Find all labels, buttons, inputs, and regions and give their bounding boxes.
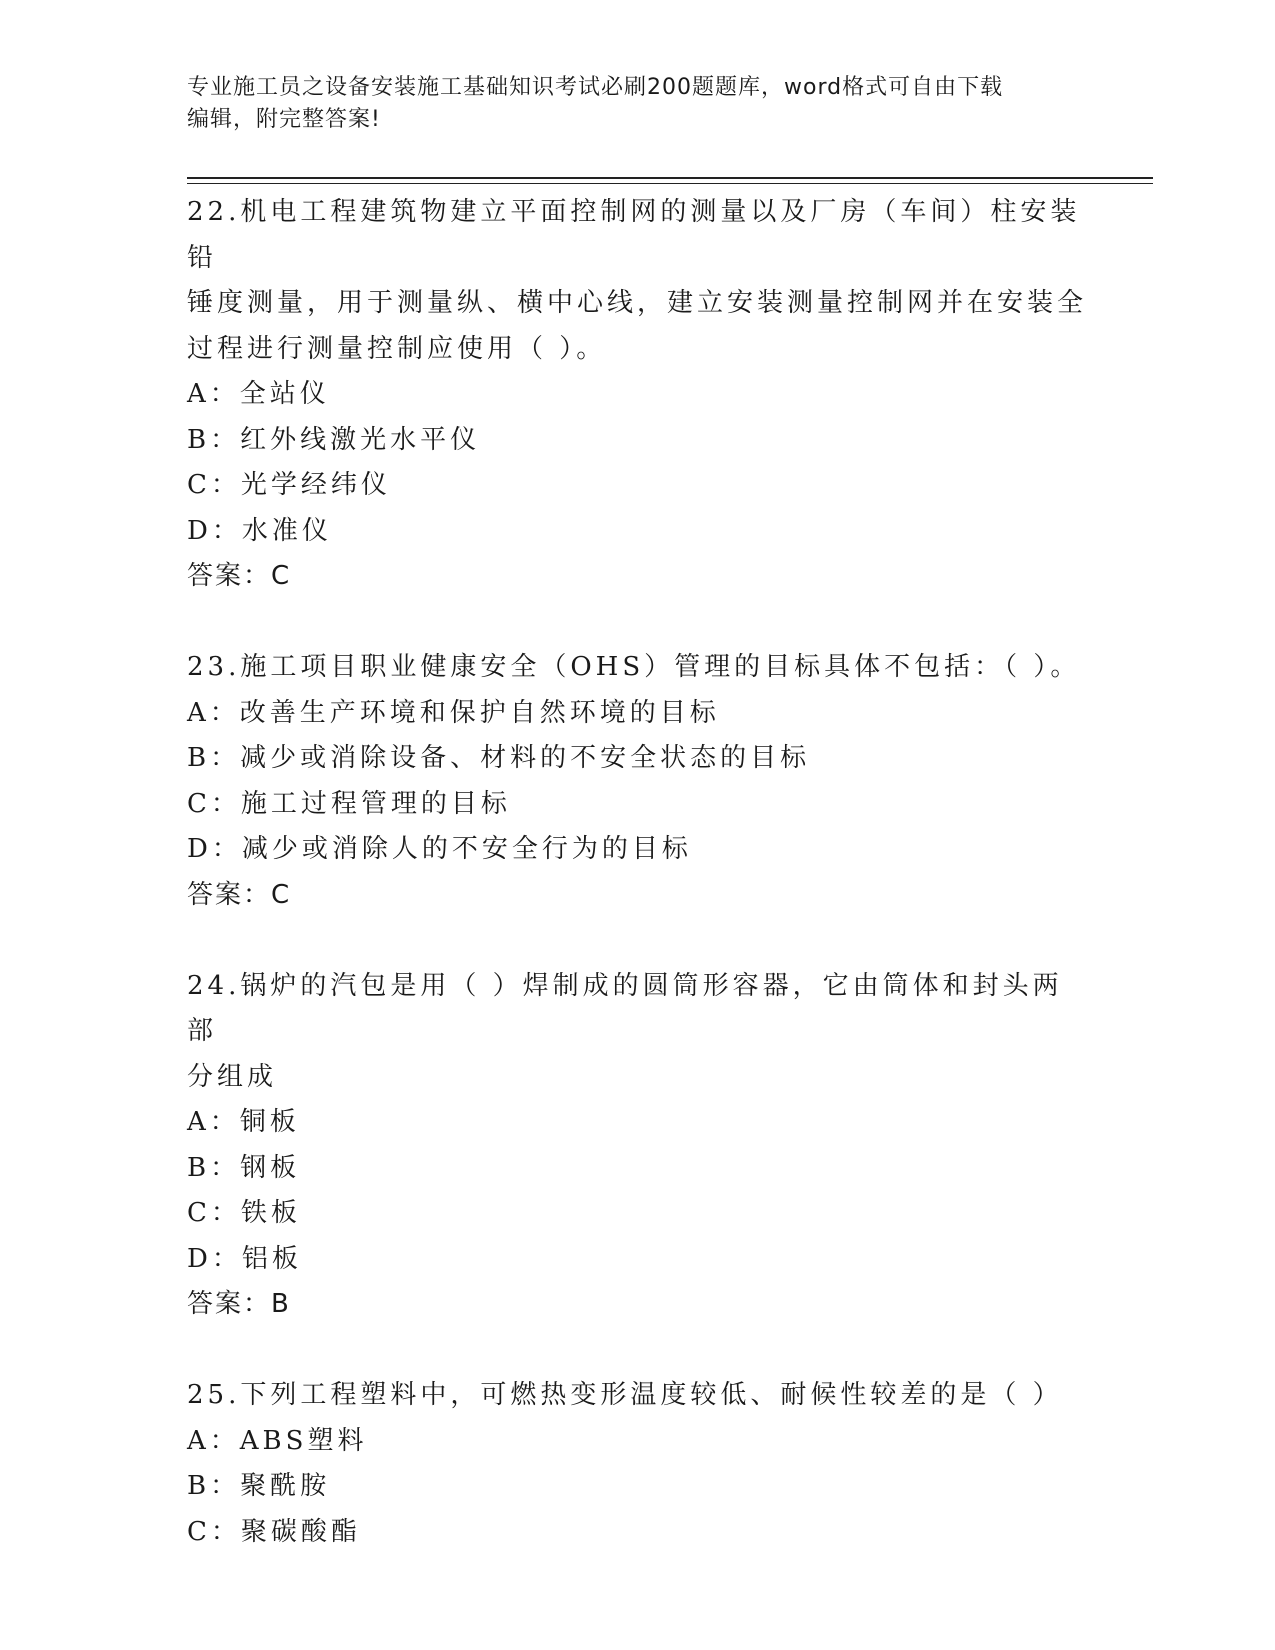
answer: 答案：C xyxy=(187,879,292,910)
question-stem: 锤度测量，用于测量纵、横中心线，建立安装测量控制网并在安装全 xyxy=(187,288,1088,318)
option-b: B：聚酰胺 xyxy=(187,1471,331,1501)
question-stem: 25.下列工程塑料中，可燃热变形温度较低、耐候性较差的是（ ） xyxy=(187,1380,1063,1410)
option-a: A：铜板 xyxy=(187,1107,300,1137)
spacer xyxy=(187,1328,1087,1374)
answer: 答案：C xyxy=(187,561,292,591)
question-stem: 过程进行测量控制应使用（ ）。 xyxy=(187,333,607,364)
option-b: B：红外线激光水平仪 xyxy=(187,424,481,455)
option-c: C：光学经纬仪 xyxy=(187,470,391,500)
question-stem: 22.机电工程建筑物建立平面控制网的测量以及厂房（车间）柱安装铅 xyxy=(187,197,1081,273)
question-list xyxy=(187,190,1087,1555)
option-b: B：钢板 xyxy=(187,1152,301,1183)
option-c: C：聚碳酸酯 xyxy=(187,1516,361,1547)
question-stem: 24.锅炉的汽包是用（ ）焊制成的圆筒形容器，它由筒体和封头两部 xyxy=(187,970,1063,1046)
question-23 xyxy=(187,645,1087,918)
header-line-2: 编辑，附完整答案! xyxy=(187,107,381,132)
question-stem: 23.施工项目职业健康安全（OHS）管理的目标具体不包括：（ ）。 xyxy=(187,652,1081,682)
option-a: A：ABS塑料 xyxy=(187,1425,368,1456)
option-d: D：铝板 xyxy=(187,1243,302,1274)
question-25 xyxy=(187,1373,1087,1555)
option-d: D：水准仪 xyxy=(187,515,332,546)
option-c: C：铁板 xyxy=(187,1198,301,1228)
document-header xyxy=(187,72,1087,136)
option-c: C：施工过程管理的目标 xyxy=(187,788,511,819)
spacer xyxy=(187,600,1087,646)
option-a: A：改善生产环境和保护自然环境的目标 xyxy=(187,697,720,728)
option-b: B：减少或消除设备、材料的不安全状态的目标 xyxy=(187,743,811,773)
question-24 xyxy=(187,964,1087,1328)
option-a: A：全站仪 xyxy=(187,379,330,409)
question-stem: 分组成 xyxy=(187,1061,278,1092)
answer: 答案：B xyxy=(187,1289,291,1319)
header-divider-thick xyxy=(187,177,1153,179)
header-divider-thin xyxy=(187,183,1153,184)
question-22 xyxy=(187,190,1087,600)
option-d: D：减少或消除人的不安全行为的目标 xyxy=(187,834,692,864)
spacer xyxy=(187,918,1087,964)
header-line-1: 专业施工员之设备安装施工基础知识考试必刷200题题库，word格式可自由下载 xyxy=(187,75,1004,100)
